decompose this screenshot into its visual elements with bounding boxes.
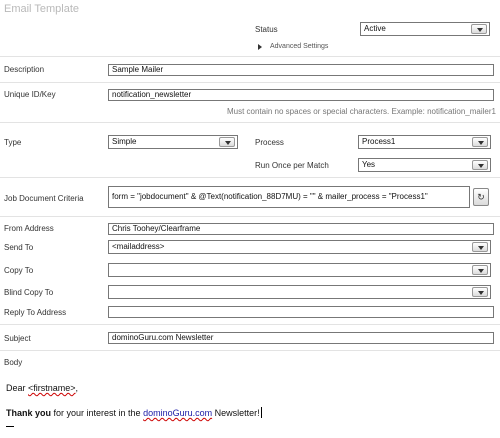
body-trailing-mark [6,426,14,427]
chevron-down-icon [477,28,483,32]
divider [0,324,500,325]
refresh-icon: ↻ [477,192,485,202]
greeting-suffix: , [75,383,79,393]
status-value: Active [364,24,386,33]
type-select[interactable] [108,135,238,149]
chevron-down-icon [225,141,231,145]
unique-id-field[interactable]: notification_newsletter [108,89,494,101]
run-once-select[interactable] [358,158,491,172]
description-field[interactable]: Sample Mailer [108,64,494,76]
body-thanks-line [6,407,262,418]
type-value: Simple [112,137,137,146]
reply-to-field[interactable] [108,306,494,318]
status-label: Status [255,25,278,34]
text-cursor [261,407,262,418]
advanced-settings-label: Advanced Settings [270,43,329,50]
send-to-label: Send To [4,243,34,252]
run-once-value: Yes [362,160,376,169]
chevron-down-icon [478,291,484,295]
unique-id-label: Unique ID/Key [4,90,56,99]
divider [0,82,500,83]
refresh-button[interactable] [473,188,489,206]
from-address-field[interactable]: Chris Toohey/Clearframe [108,223,494,235]
copy-to-select[interactable] [108,263,491,277]
blind-copy-to-select[interactable] [108,285,491,299]
process-select[interactable] [358,135,491,149]
unique-id-hint: Must contain no spaces or special characters. Example: notification_mailer1 [226,107,496,116]
from-address-label: From Address [4,224,54,233]
thanks-end: Newsletter! [212,408,260,418]
status-dropdown-button[interactable] [471,24,487,34]
subject-label: Subject [4,334,31,343]
divider [0,122,500,123]
chevron-down-icon [478,246,484,250]
run-once-dropdown-button[interactable] [472,160,488,170]
status-select[interactable] [360,22,490,36]
blind-copy-to-label: Blind Copy To [4,288,54,297]
send-to-select[interactable] [108,240,491,254]
chevron-down-icon [478,141,484,145]
send-to-value: <mailaddress> [112,242,165,251]
run-once-label: Run Once per Match [255,161,329,170]
chevron-down-icon [478,164,484,168]
body-label: Body [4,358,23,367]
subject-field[interactable]: dominoGuru.com Newsletter [108,332,494,344]
process-value: Process1 [362,137,396,146]
divider [0,350,500,351]
thanks-mid: for your interest in the [51,408,144,418]
type-label: Type [4,138,22,147]
chevron-down-icon [478,269,484,273]
window-title: Email Template [4,3,79,15]
process-label: Process [255,138,284,147]
blind-copy-to-dropdown-button[interactable] [472,287,488,297]
criteria-field[interactable]: form = "jobdocument" & @Text(notification_88D7MU) = "" & mailer_process = "Process1" [108,186,470,208]
divider [0,177,500,178]
process-dropdown-button[interactable] [472,137,488,147]
thanks-link[interactable]: dominoGuru.com [143,408,213,418]
body-editor[interactable] [4,374,496,434]
send-to-dropdown-button[interactable] [472,242,488,252]
body-greeting-line [6,383,78,393]
reply-to-label: Reply To Address [4,308,67,317]
description-label: Description [4,65,45,74]
criteria-label: Job Document Criteria [4,194,84,203]
divider [0,56,500,57]
thanks-bold: Thank you [6,408,52,418]
triangle-right-icon [258,44,262,50]
type-dropdown-button[interactable] [219,137,235,147]
copy-to-label: Copy To [4,266,34,275]
copy-to-dropdown-button[interactable] [472,265,488,275]
greeting-prefix: Dear [6,383,29,393]
greeting-name: <firstname> [28,383,76,393]
divider [0,216,500,217]
